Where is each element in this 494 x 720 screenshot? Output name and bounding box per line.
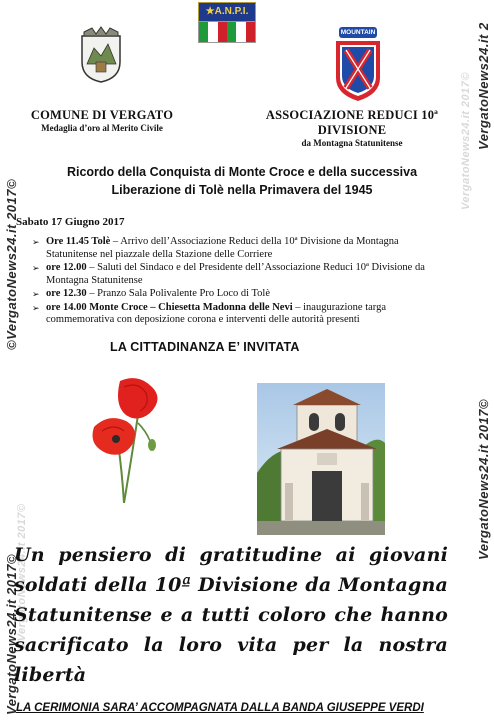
program-text: – Saluti del Sindaco e del Presidente dell’Associazione Reduci 10ª Divisione da Montagna Statunitense (46, 262, 425, 286)
anpi-text: A.N.P.I. (214, 6, 249, 17)
program-text: – inaugurazione targa commemorativa con deposizione corona e interventi delle autorità presenti (46, 301, 387, 325)
anpi-banner (198, 2, 256, 22)
vergato-crest-logo (78, 26, 124, 84)
ceremony-footer: LA CERIMONIA SARA’ ACCOMPAGNATA DALLA BANDA GIUSEPPE VERDI (16, 702, 424, 714)
watermark-left-bottom: VergatoNews24.it 2017© (4, 553, 19, 715)
watermark-left-faint: ©VergatoNews24.it 2017© (16, 503, 28, 650)
watermark-left: ©VergatoNews24.it 2017© (4, 178, 19, 350)
program-time: ore 12.00 (46, 262, 87, 273)
left-org-subtitle: Medaglia d’oro al Merito Civile (41, 123, 163, 133)
program-item (32, 288, 448, 301)
arrow-bullet-icon: ➢ (32, 289, 40, 299)
program-time: ore 12.30 (46, 288, 87, 299)
right-org-name: ASSOCIAZIONE REDUCI 10ª DIVISIONE (265, 108, 439, 137)
italian-flag-stripes (198, 22, 256, 43)
event-title-line-2: Liberazione di Tolè nella Primavera del 1945 (111, 183, 373, 197)
program-time: ore 14.00 Monte Croce – Chiesetta Madonna delle Nevi (46, 301, 293, 313)
right-org-block (232, 108, 472, 148)
anpi-logo (198, 2, 256, 42)
watermark-right-top: VergatoNews24.it 2 (476, 22, 491, 150)
gratitude-quote: Un pensiero di gratitudine ai giovani soldati della 10ª Divisione da Montagna Statunitense e a tutti coloro che hanno sacrificato la loro vita per la nostra libertà (14, 544, 448, 686)
right-org-subtitle: da Montagna Statunitense (301, 138, 403, 148)
poppy-flowers-image (80, 375, 190, 505)
chapel-photo (257, 383, 385, 535)
arrow-bullet-icon: ➢ (32, 302, 40, 313)
mountain-tab-text: MOUNTAIN (340, 29, 376, 36)
arrow-bullet-icon: ➢ (32, 237, 40, 247)
left-org-block (22, 108, 182, 133)
mountain-division-shield-logo (333, 26, 383, 102)
event-date: Sabato 17 Giugno 2017 (16, 216, 125, 228)
event-title (22, 163, 462, 199)
watermark-right-faint: VergatoNews24.it 2017© (460, 72, 472, 210)
program-text: – Pranzo Sala Polivalente Pro Loco di Tolè (86, 288, 271, 299)
watermark-right: VergatoNews24.it 2017© (476, 398, 491, 560)
event-title-line-1: Ricordo della Conquista di Monte Croce e della successiva (66, 165, 418, 179)
star-icon: ★ (205, 6, 215, 17)
program-item (32, 262, 448, 287)
program-text: – Arrivo dell’Associazione Reduci della 10ª Divisione da Montagna Statunitense nel piazzale della Stazione delle Corriere (46, 236, 399, 260)
program-time: Ore 11.45 Tolè (46, 236, 111, 247)
program-item (32, 236, 448, 261)
program-list (32, 236, 448, 328)
arrow-bullet-icon: ➢ (32, 263, 40, 273)
program-item (32, 302, 448, 327)
invitation-heading: LA CITTADINANZA E’ INVITATA (110, 340, 300, 354)
left-org-name: COMUNE DI VERGATO (30, 108, 174, 122)
